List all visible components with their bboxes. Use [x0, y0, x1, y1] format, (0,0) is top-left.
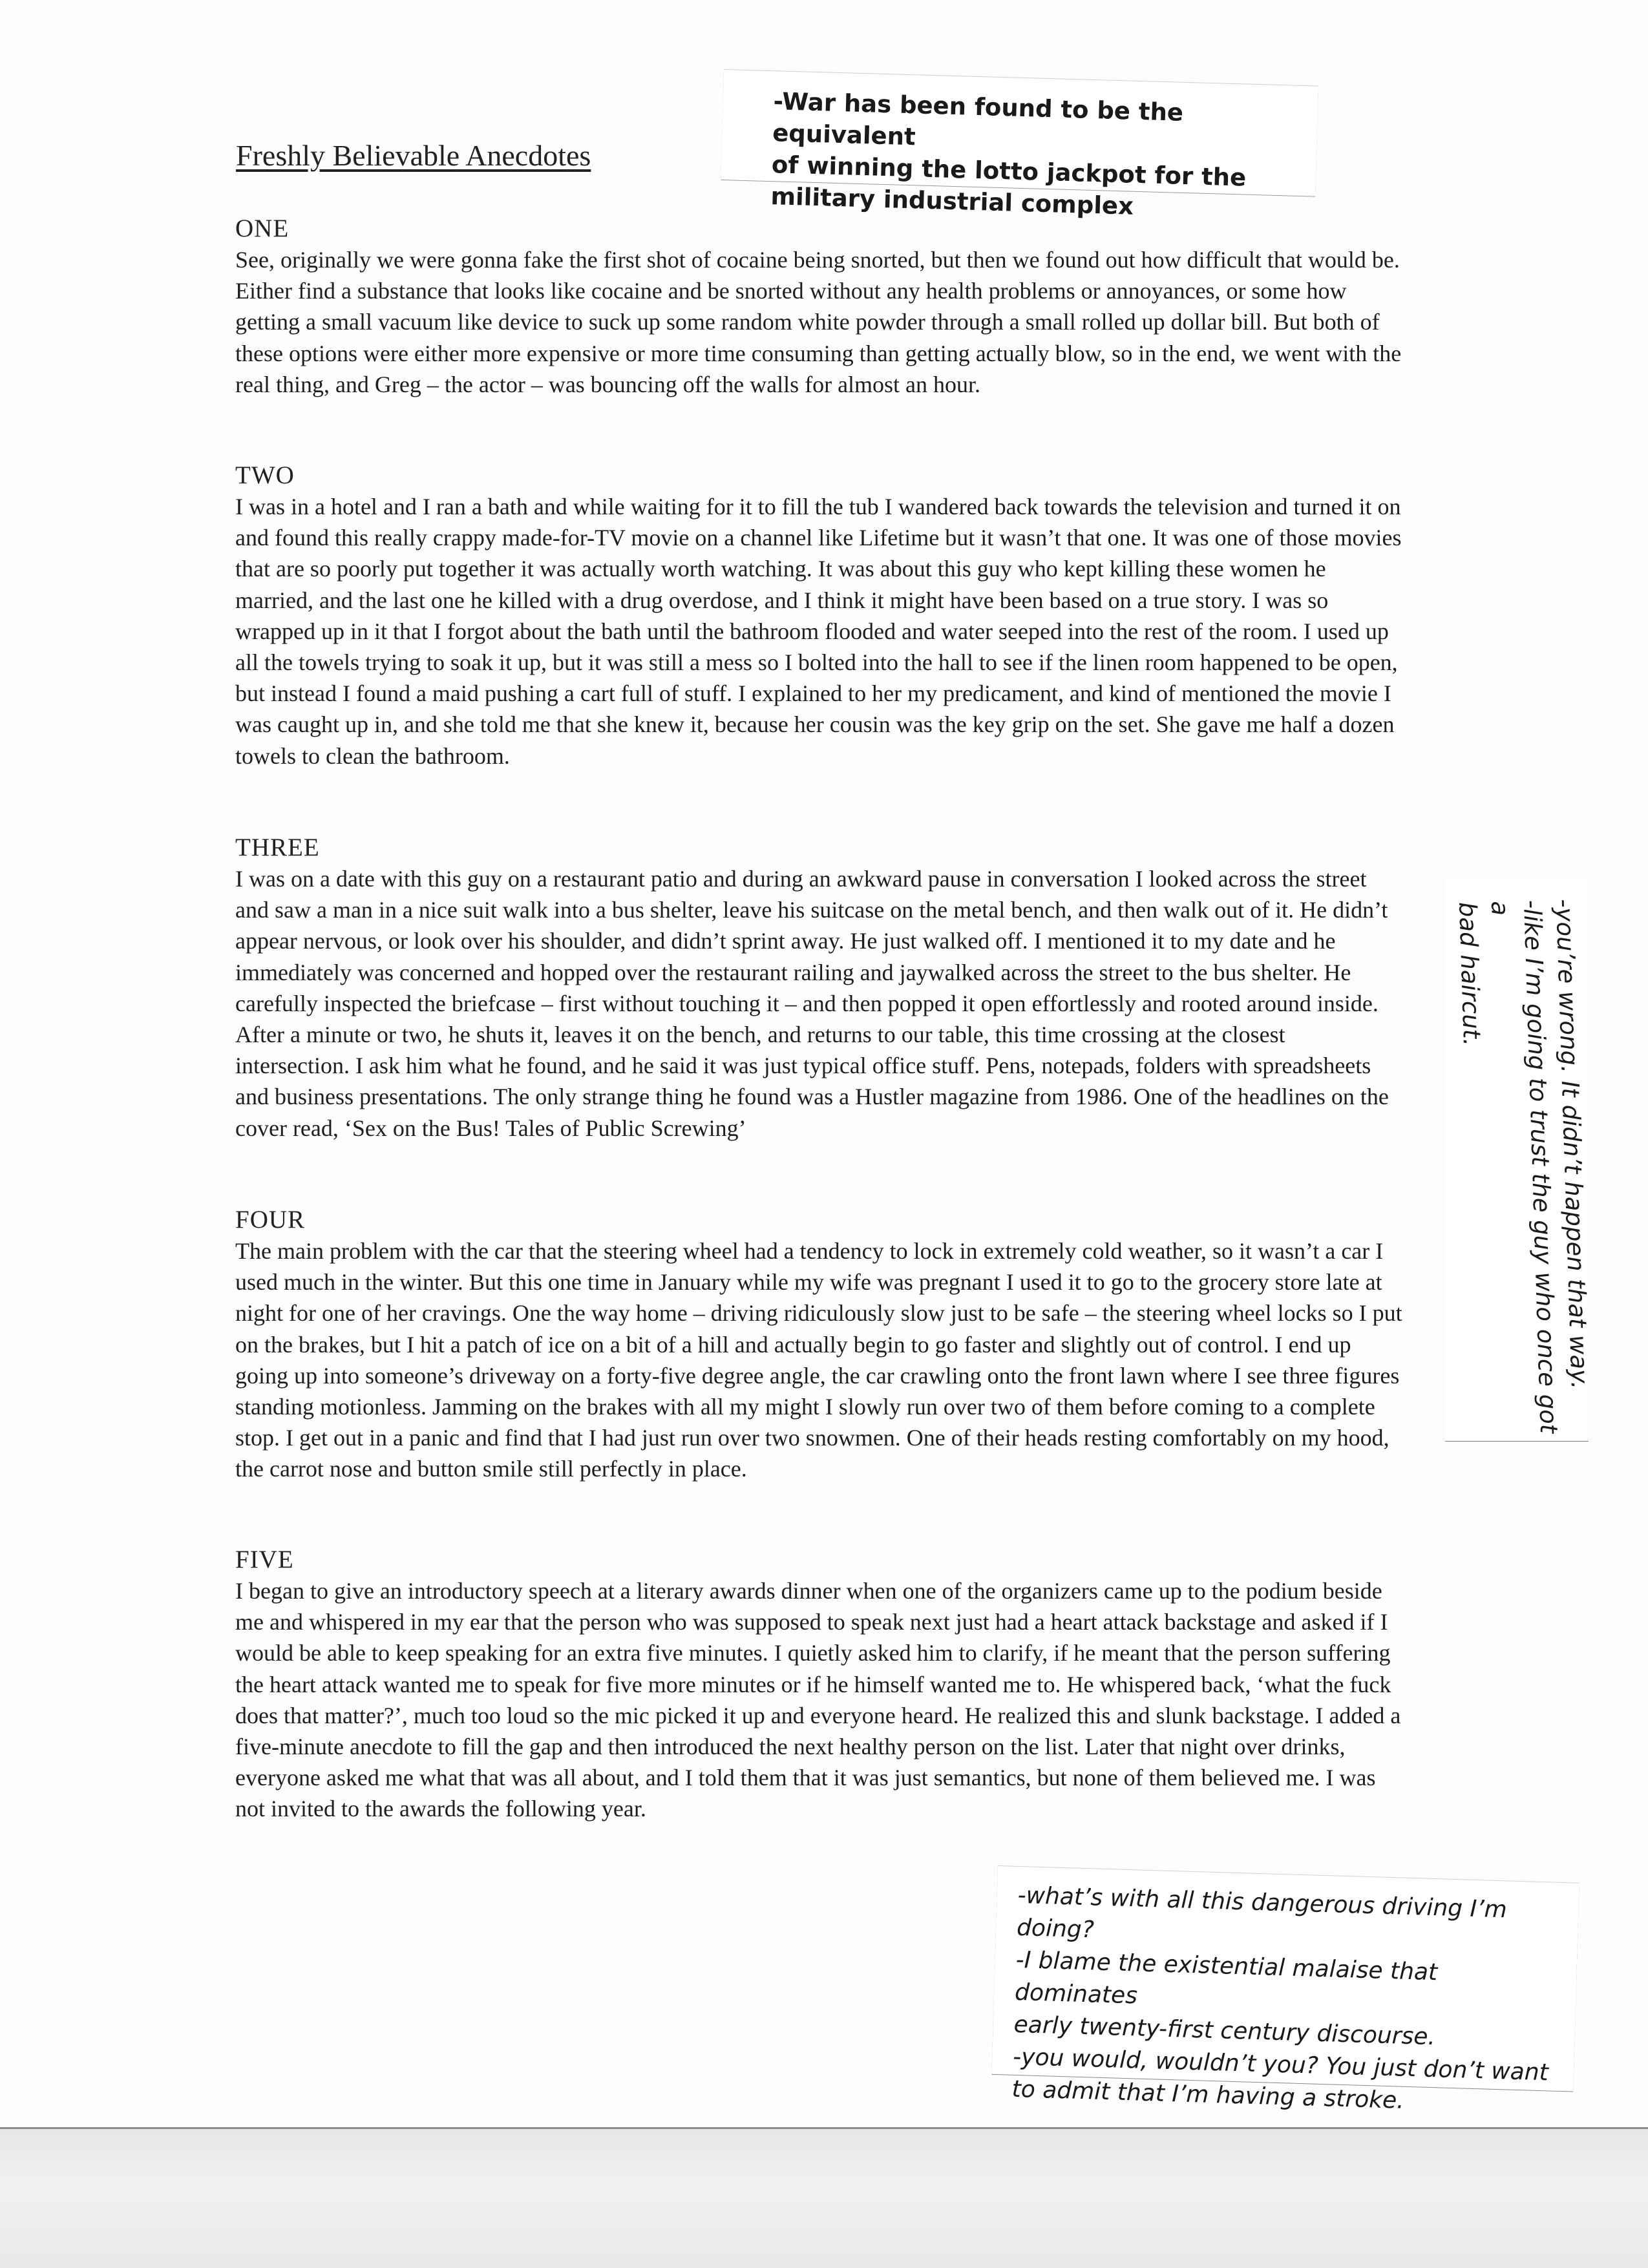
section-heading: FIVE	[235, 1546, 294, 1573]
clipping-rotated-text	[1445, 879, 1606, 1445]
document-title: Freshly Believable Anecdotes	[236, 139, 591, 172]
section-heading: FOUR	[235, 1206, 306, 1234]
section-heading: ONE	[235, 215, 290, 242]
section-body: The main problem with the car that the steering wheel had a tendency to lock in extremely cold weather, so it wasn’t a car I used much in the winter. But this one time in January while my wife was pregnant I used it to go to the grocery store late at night for one of her cravings. One the way home – driving ridiculously slow just to be safe – the steering wheel locks so I put on the brakes, but I hit a patch of ice on a bit of a hill and actually begin to go faster and slightly out of control. I end up going up into someone’s driveway on a forty-five degree angle, the car crawling onto the front lawn where I see three figures standing motionless. Jamming on the brakes with all my might I slowly run over two of them before coming to a complete stop. I get out in a panic and find that I had just run over two snowmen. One of their heads resting comfortably on my hood, the carrot nose and button smile still perfectly in place.	[235, 1238, 1402, 1482]
clipping-note-bottom	[991, 1866, 1579, 2114]
clipping-line: military industrial complex	[770, 182, 1134, 220]
clipping-line: -I blame the existential malaise that dominates	[1014, 1946, 1438, 2010]
anecdote-three	[235, 832, 1405, 1144]
section-heading: TWO	[235, 461, 295, 489]
clipping-line: to admit that I’m having a stroke.	[1011, 2075, 1405, 2114]
clipping-line: -War has been found to be the equivalent	[772, 87, 1184, 151]
anecdote-two	[235, 460, 1405, 772]
section-body: I was on a date with this guy on a restaurant patio and during an awkward pause in conversation I looked across the street and saw a man in a nice suit walk into a bus shelter, leave his suitcase on the metal bench, and then walk out of it. He didn’t appear nervous, or look over his shoulder, and didn’t sprint away. He just walked off. I mentioned it to my date and he immediately was concerned and hopped over the restaurant railing and jaywalked across the street to the bus shelter. He carefully inspected the briefcase – first without touching it – and then popped it open effortlessly and rooted around inside. After a minute or two, he shuts it, leaves it on the bench, and returns to our table, this time crossing at the closest intersection. I ask him what he found, and he said it was just typical office stuff. Pens, notepads, folders with spreadsheets and business presentations. The only strange thing he found was a Hustler magazine from 1986. One of the headlines on the cover read, ‘Sex on the Bus! Tales of Public Screwing’	[235, 866, 1389, 1141]
section-body: I was in a hotel and I ran a bath and while waiting for it to fill the tub I wandered back towards the television and turned it on and found this really crappy made-for-TV movie on a channel like Lifetime but it wasn’t that one. It was one of those movies that are so poorly put together it was actually worth watching. It was about this guy who kept killing these women he married, and the last one he killed with a drug overdose, and I think it might have been based on a true story. I was so wrapped up in it that I forgot about the bath until the bathroom flooded and water seeped into the rest of the room. I used up all the towels trying to soak it up, but it was still a mess so I bolted into the hall to see if the linen room happened to be open, but instead I found a maid pushing a cart full of stuff. I explained to her my predicament, and kind of mentioned the movie I was caught up in, and she told me that she knew it, because her cousin was the key grip on the set. She gave me half a dozen towels to clean the bathroom.	[235, 494, 1402, 769]
clipping-line: bad haircut.	[1453, 901, 1486, 1047]
clipping-line: doing?	[1016, 1914, 1095, 1944]
clipping-line: early twenty-first century discourse.	[1013, 2011, 1436, 2051]
clipping-line: -you would, wouldn’t you? You just don’t want	[1012, 2043, 1549, 2086]
section-heading: THREE	[235, 834, 320, 861]
clipping-note-top	[721, 70, 1318, 220]
anecdote-one	[235, 213, 1405, 400]
scanner-background	[0, 2129, 1648, 2268]
clipping-line: -like I’m going to trust the guy who once got a	[1486, 899, 1563, 1434]
clipping-note-right	[1445, 879, 1594, 1441]
anecdote-five	[235, 1544, 1405, 1825]
section-body: I began to give an introductory speech at a literary awards dinner when one of the organizers came up to the podium beside me and whispered in my ear that the person who was supposed to speak next just had a heart attack backstage and asked if I would be able to keep speaking for an extra five minutes. I quietly asked him to clarify, if he meant that the person suffering the heart attack wanted me to speak for five more minutes or if he himself wanted me to. He whispered back, ‘what the fuck does that matter?’, much too loud so the mic picked it up and everyone heard. He realized this and slunk backstage. I added a five-minute anecdote to fill the gap and then introduced the next healthy person on the list. Later that night over drinks, everyone asked me what that was all about, and I told them that it was just semantics, but none of them believed me. I was not invited to the awards the following year.	[235, 1578, 1401, 1822]
anecdote-four	[235, 1204, 1405, 1485]
clipping-line: of winning the lotto jackpot for the	[771, 151, 1247, 192]
clipping-line: -what’s with all this dangerous driving I’m	[1017, 1882, 1508, 1924]
section-body: See, originally we were gonna fake the first shot of cocaine being snorted, but then we found out how difficult that would be. Either find a substance that looks like cocaine and be snorted without any health problems or annoyances, or some how getting a small vacuum like device to suck up some random white powder through a small rolled up dollar bill. But both of these options were either more expensive or more time consuming than getting actually blow, so in the end, we went with the real thing, and Greg – the actor – was bouncing off the walls for almost an hour.	[235, 247, 1402, 397]
clipping-line: -you’re wrong. It didn’t happen that way.	[1550, 898, 1594, 1390]
